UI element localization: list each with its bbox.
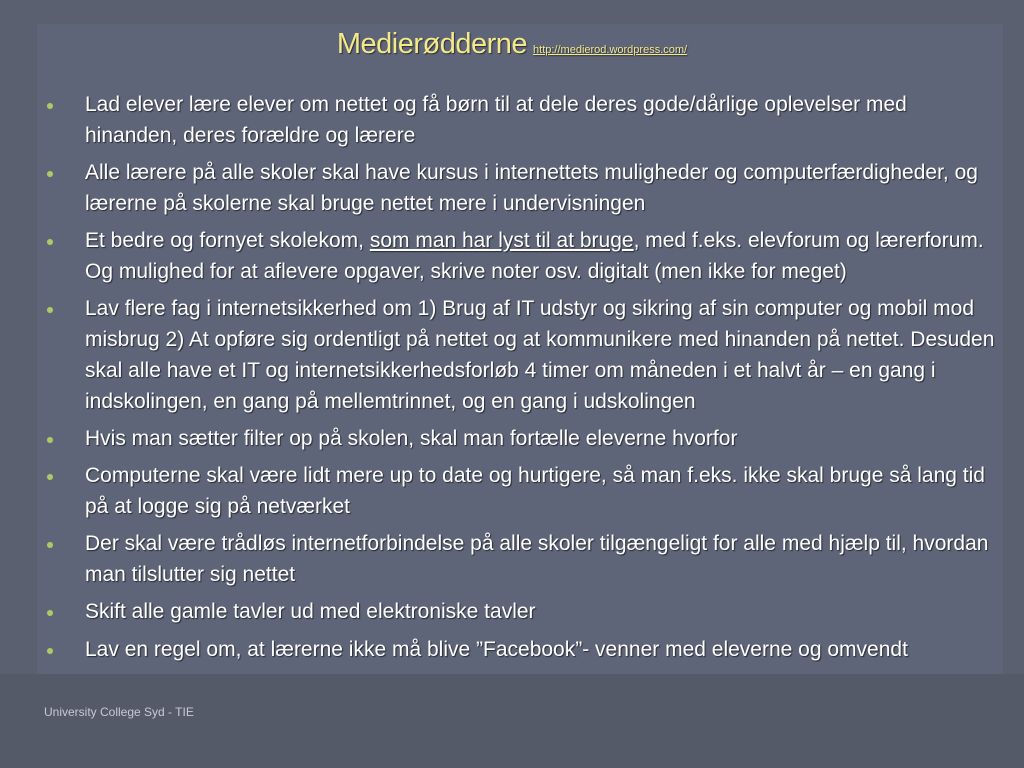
bullet-text: Hvis man sætter filter op på skolen, skal man fortælle eleverne hvorfor [85,426,738,450]
bullet-text: Computerne skal være lidt mere up to date og hurtigere, så man f.eks. ikke skal bruge så lang tid på at logge sig på netværket [85,464,985,519]
bullet-dot-icon [47,171,53,177]
bullet-dot-icon [47,437,53,443]
bullet-text: Der skal være trådløs internetforbindelse på alle skoler tilgængeligt for alle med hjælp til, hvordan man tilslutter sig nettet [85,532,989,587]
bullet-item [44,461,999,523]
slide-footer: University College Syd - TIE [44,705,194,719]
bullet-item [44,90,999,152]
bullet-text-before: Et bedre og fornyet skolekom, [85,229,370,253]
title-link[interactable]: http://medierod.wordpress.com/ [533,44,688,56]
bullet-item [44,226,999,288]
bullet-item [44,529,999,591]
bullet-text: Lav flere fag i internetsikkerhed om 1) Brug af IT udstyr og sikring af sin computer og mobil mod misbrug 2) At opføre sig ordentligt på nettet og at kommunikere med hinanden på nettet. Desuden skal alle have et IT og internetsikkerhedsforløb 4 timer om måneden i et halvt år – en gang i indskolingen, en gang på mellemtrinnet, og en gang i udskolingen [85,297,995,413]
bullet-item [44,424,999,455]
bullet-dot-icon [47,103,53,109]
bullet-dot-icon [47,474,53,480]
bullet-text: Skift alle gamle tavler ud med elektroniske tavler [85,600,536,624]
bullet-dot-icon [47,542,53,548]
bullet-text-after: , med f.eks. elevforum og lærerforum. Og mulighed for at aflevere opgaver, skrive noter osv. digitalt (men ikke for meget) [85,229,984,283]
bullet-text: Lav en regel om, at lærerne ikke må blive ”Facebook”- venner med eleverne og omvendt [85,637,908,661]
bullet-item [44,597,999,628]
underlined-phrase: som man har lyst til at bruge [369,229,634,253]
bullet-text: Lad elever lære elever om nettet og få børn til at dele deres gode/dårlige oplevelser med hinanden, deres forældre og lærere [85,93,907,147]
title-text: Medierødderne [336,28,528,60]
bullet-text: Alle lærere på alle skoler skal have kursus i internettets muligheder og computerfærdigheder, og lærerne på skolerne skal bruge nettet mere i undervisningen [85,161,978,215]
bullet-dot-icon [47,648,53,654]
slide-title [0,28,1024,61]
slide-bottom-band [0,674,1024,768]
bullet-dot-icon [47,610,53,616]
bullet-dot-icon [47,307,53,313]
bullet-list [44,90,999,672]
bullet-item [44,158,999,220]
bullet-item [44,294,999,417]
bullet-dot-icon [47,239,53,245]
bullet-item [44,635,999,666]
